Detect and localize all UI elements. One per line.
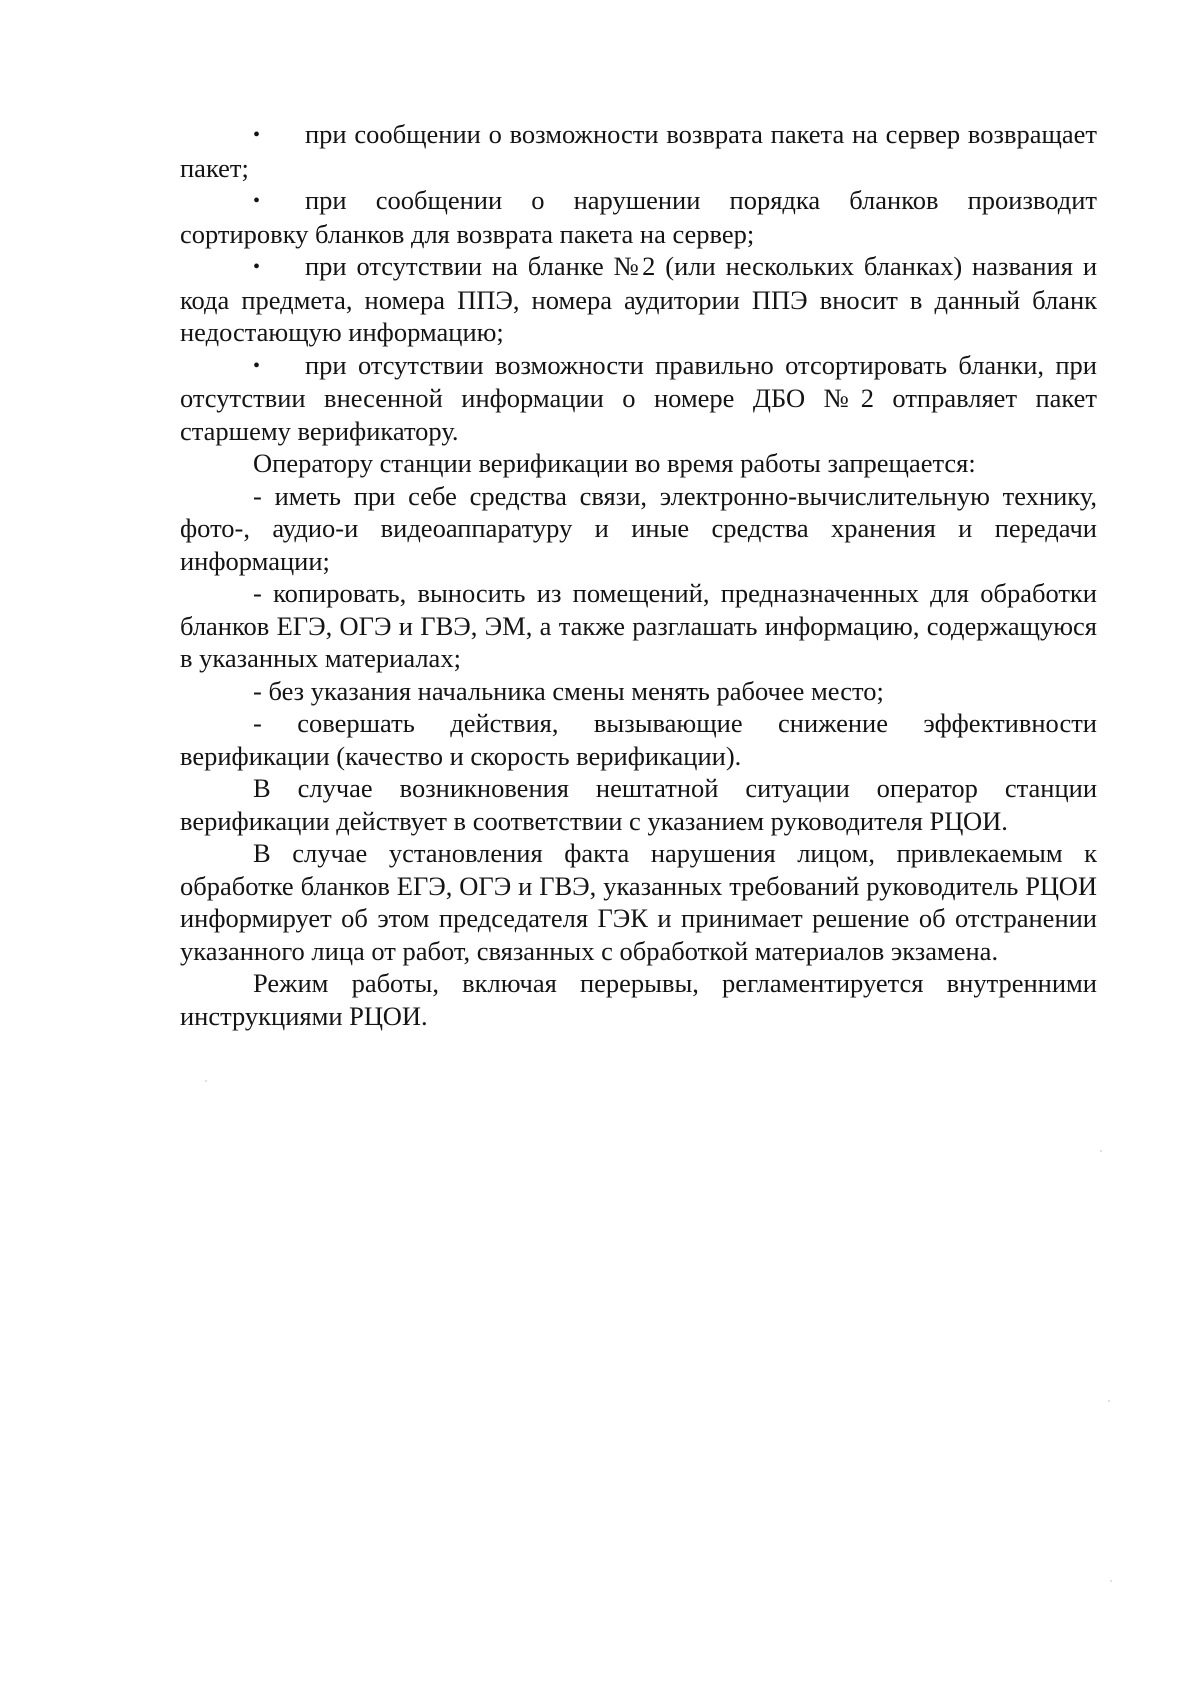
scan-speck — [205, 1080, 207, 1082]
body-paragraph: В случае возникновения нештатной ситуации оператор станции верификации действует в соответствии с указанием руководителя РЦОИ. — [180, 773, 1097, 836]
prohibition-heading: Оператору станции верификации во время работы запрещается: — [253, 448, 976, 478]
bullet-icon: • — [253, 124, 261, 146]
bullet-text: при сообщении о нарушении порядка бланков производит сортировку бланков для возврата пакета на сервер; — [180, 185, 1097, 249]
bullet-text: при отсутствии на бланке №2 (или нескольких бланках) названия и кода предмета, номера ППЭ, номера аудитории ППЭ вносит в данный бланк недостающую информацию; — [180, 251, 1097, 347]
bullet-text: при отсутствии возможности правильно отсортировать бланки, при отсутствии внесенной информации о номере ДБО №2 отправляет пакет старшему верификатору. — [180, 349, 1097, 446]
bullet-item — [180, 250, 1097, 349]
scan-speck — [1108, 1400, 1110, 1402]
bullet-item — [180, 184, 1097, 250]
prohibition-item: - иметь при себе средства связи, электронно-вычислительную технику, фото-, аудио-и видеоаппаратуру и иные средства хранения и передачи информации; — [180, 480, 1097, 576]
bullet-icon: • — [253, 256, 261, 278]
document-body — [180, 118, 1097, 1032]
prohibition-item: - копировать, выносить из помещений, предназначенных для обработки бланков ЕГЭ, ОГЭ и ГВЭ, ЭМ, а также разглашать информацию, содержащуюся в указанных материалах; — [180, 578, 1097, 673]
bullet-item — [180, 349, 1097, 448]
scan-speck — [1100, 1150, 1102, 1152]
bullet-text: при сообщении о возможности возврата пакета на сервер возвращает пакет; — [180, 119, 1097, 183]
body-paragraph: В случае установления факта нарушения лицом, привлекаемым к обработке бланков ЕГЭ, ОГЭ и ГВЭ, указанных требований руководитель РЦОИ информирует об этом председателя ГЭК и принимает решение об отстранении указанного лица от работ, связанных с обработкой материалов экзамена. — [180, 838, 1097, 966]
prohibition-item: - совершать действия, вызывающие снижение эффективности верификации (качество и скорость верификации). — [180, 708, 1097, 771]
prohibition-item: - без указания начальника смены менять рабочее место; — [253, 675, 884, 706]
scan-speck — [1110, 1580, 1112, 1582]
bullet-item — [180, 118, 1097, 184]
bullet-icon: • — [253, 190, 261, 212]
bullet-icon: • — [253, 354, 261, 377]
body-paragraph: Режим работы, включая перерывы, регламентируется внутренними инструкциями РЦОИ. — [180, 968, 1097, 1031]
